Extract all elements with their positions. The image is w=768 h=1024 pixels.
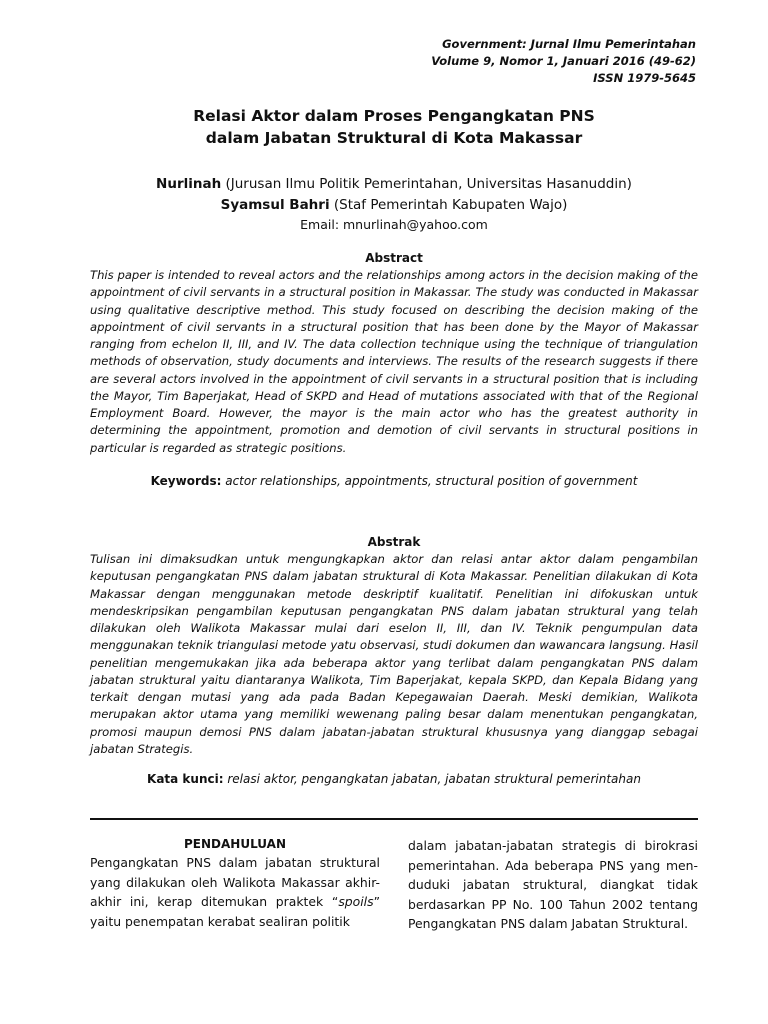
abstract-english: [90, 250, 698, 490]
author-1-affiliation: (Jurusan Ilmu Politik Pemerintahan, Universitas Hasanuddin): [221, 176, 632, 192]
kata-kunci-label: Kata kunci:: [147, 772, 224, 786]
body-right-column: [408, 836, 698, 934]
keywords-english: [90, 473, 698, 490]
keywords-label: Keywords:: [150, 473, 222, 488]
left-text-part-1: Pengangkatan PNS dalam jabatan struktural yang dilakukan oleh Walikota Makassar akhir-akhir ini, kerap ditemukan praktek “: [90, 855, 380, 909]
keywords-indonesian: [90, 771, 698, 788]
paper-title: [90, 105, 698, 149]
abstract-text: This paper is intended to reveal actors and the relationships among actors in the decision making of the appointment of civil servants in a structural position in Makassar. The study was conducted in Makassar using qualitative descriptive method. This study focused on describing the decision making of the appointment of civil servants in a structural position that has been done by the Mayor of Makassar ranging from echelon II, III, and IV. The data collection technique using the technique of triangulation methods of observation, study documents and interviews. The results of the research suggests if there are several actors involved in the appointment of civil servants in a structural position that is including the Mayor, Tim Baperjakat, Head of SKPD and Head of mutations associated with that of the Regional Employment Board. However, the mayor is the main actor who has the greatest authority in determining the appointment, promotion and demotion of civil servants in structural positions in particular is regarded as strategic positions.: [90, 268, 698, 455]
abstrak-heading: Abstrak: [367, 535, 421, 549]
journal-issn: ISSN 1979-5645: [593, 71, 696, 85]
section-heading-pendahuluan: PENDAHULUAN: [184, 837, 286, 851]
author-2-name: Syamsul Bahri: [220, 197, 330, 213]
author-1-name: Nurlinah: [156, 176, 222, 192]
left-text-emphasis: spoils: [338, 894, 374, 909]
kata-kunci-text: relasi aktor, pengangkatan jabatan, jabatan struktural pemerintahan: [223, 772, 641, 786]
author-2-affiliation: (Staf Pemerintah Kabupaten Wajo): [329, 197, 568, 213]
keywords-text: actor relationships, appointments, structural position of government: [221, 473, 638, 488]
author-2: [90, 195, 698, 216]
abstrak-text: Tulisan ini dimaksudkan untuk mengungkapkan aktor dan relasi antar aktor dalam pengambilan keputusan pengangkatan PNS dalam jabatan struktural di Kota Makassar. Penelitian dilakukan di Kota Makassar dengan menggunakan metode deskriptif kualitatif. Penelitian ini difokuskan untuk mendeskripsikan pengambilan keputusan pengangkatan PNS dalam jabatan struktural yang telah dilakukan oleh Walikota Makassar mulai dari eselon II, III, dan IV. Teknik pengumpulan data menggunakan teknik triangulasi metode yatu observasi, studi dokumen dan wawancara langsung. Hasil penelitian mengemukakan jika ada beberapa aktor yang terlibat dalam pengangkatan PNS dalam jabatan struktural yaitu diantaranya Walikota, Tim Baperjakat, kepala SKPD, dan Kepala Bidang yang terkait dengan mutasi yang ada pada Badan Kepegawaian Daerah. Meski demikian, Walikota merupakan aktor utama yang memiliki wewenang paling besar dalam menentukan pengangkatan, promosi maupun demosi PNS dalam jabatan-jabatan struktural khususnya yang dianggap sebagai jabatan Strategis.: [90, 552, 698, 756]
title-line-1: Relasi Aktor dalam Proses Pengangkatan PNS: [193, 107, 595, 125]
journal-name: Government: Jurnal Ilmu Pemerintahan: [442, 37, 696, 51]
section-divider: [90, 818, 698, 820]
journal-volume: Volume 9, Nomor 1, Januari 2016 (49-62): [431, 54, 696, 68]
abstract-indonesian: [90, 534, 698, 788]
left-paragraph: [90, 853, 380, 931]
body-left-column: [90, 836, 380, 934]
author-email: Email: mnurlinah@yahoo.com: [300, 217, 488, 232]
body-columns: [90, 836, 698, 934]
author-1: [90, 174, 698, 195]
title-line-2: dalam Jabatan Struktural di Kota Makassar: [205, 129, 583, 147]
authors-block: [90, 174, 698, 233]
abstract-heading: Abstract: [365, 251, 423, 265]
right-paragraph: dalam jabatan-jabatan strategis di birokrasi pemerintahan. Ada beberapa PNS yang menduduki jabatan struktural, diangkat tidak berdasarkan PP No. 100 Tahun 2002 tentang Pengangkatan PNS dalam Jabatan Struktural.: [408, 838, 698, 931]
journal-header: [431, 36, 696, 87]
left-text-part-2: ” yaitu penempatan kerabat sealiran politik: [90, 894, 380, 929]
